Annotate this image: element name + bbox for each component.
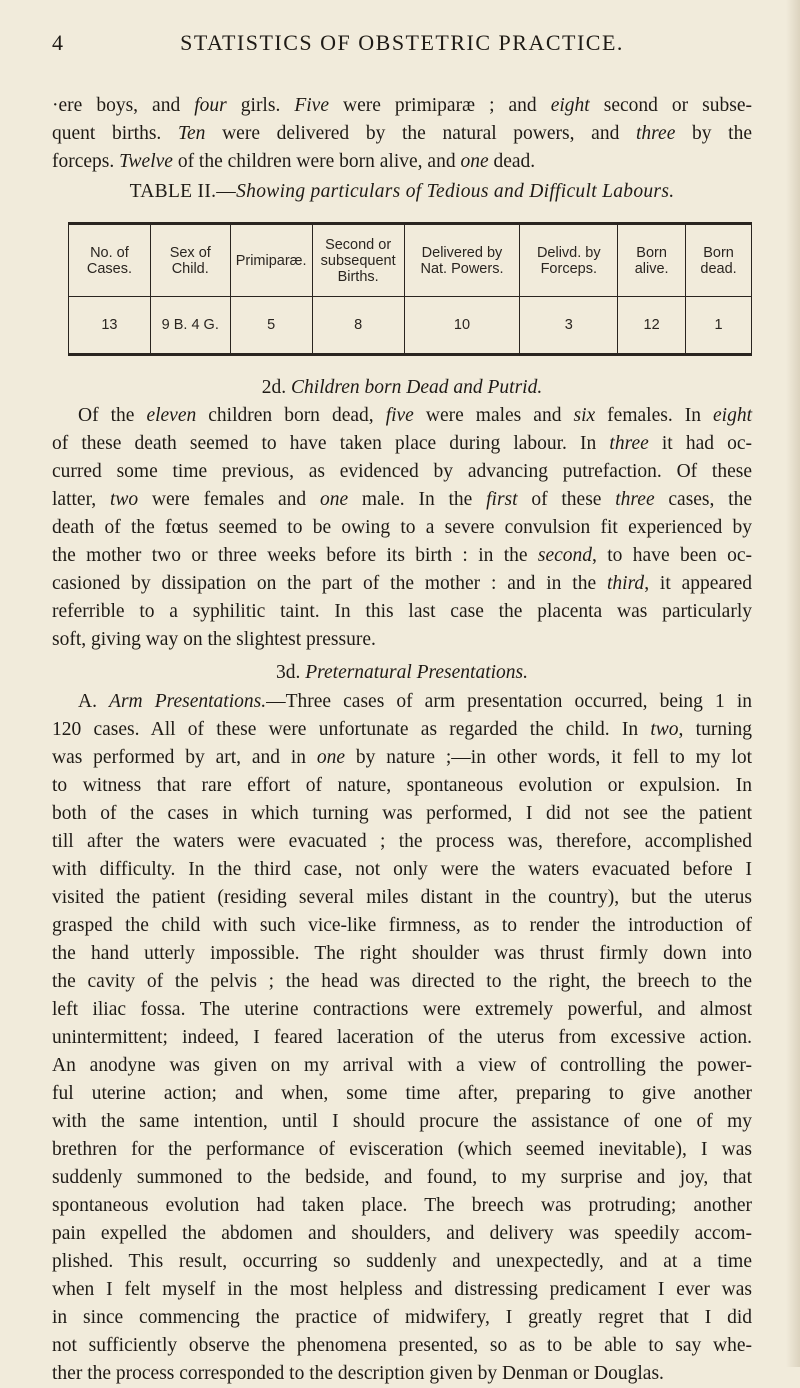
italic-run: one — [316, 747, 346, 768]
section-3-heading — [52, 659, 752, 687]
intro-line-3 — [52, 148, 752, 176]
s3-line: not sufficiently observe the phenomena presented, so as to be able to say whe- — [52, 1335, 752, 1356]
s3-line: in since commencing the practice of midwifery, I greatly regret that I did — [52, 1307, 752, 1328]
text-run: children born dead, — [196, 405, 386, 426]
text-run: were males and — [413, 405, 574, 426]
text-run: were females and — [138, 489, 320, 510]
s3-line: grasped the child with such vice-like firmness, as to render the introduction of — [52, 915, 752, 936]
text-run: , to have been oc- — [592, 545, 752, 566]
text-run: Of the — [78, 405, 147, 426]
text-run: were delivered by the natural powers, and — [205, 123, 636, 144]
s3-line: till after the waters were evacuated ; the process was, therefore, accomplished — [52, 831, 752, 852]
text-run: was performed by art, and in — [52, 747, 317, 768]
italic-run: five — [385, 405, 414, 426]
text-run: A. — [78, 691, 110, 712]
text-run: death of the fœtus seemed to be owing to a severe convulsion fit experienced by — [52, 517, 752, 538]
italic-run: two — [109, 489, 139, 510]
s3-line — [52, 716, 752, 744]
section-2-paragraph — [52, 402, 752, 654]
s3-line: ther the process corresponded to the description given by Denman or Douglas. — [52, 1363, 664, 1384]
text-run: soft, giving way on the slightest pressure. — [52, 629, 376, 650]
col-header: No. of Cases. — [69, 224, 151, 297]
section-title: Children born Dead and Putrid. — [286, 377, 543, 398]
page-edge-shadow — [786, 0, 800, 1367]
section-title: Preternatural Presentations. — [300, 662, 529, 683]
section-number: 2d. — [261, 377, 287, 398]
italic-run: four — [194, 95, 227, 116]
text-run: , turning — [678, 719, 752, 740]
intro-line-1 — [52, 92, 752, 120]
text-run: 120 cases. All of these were unfortunate as regarded the child. In — [52, 719, 651, 740]
col-header: Second or subsequent Births. — [312, 224, 404, 297]
text-run: , it appeared — [644, 573, 752, 594]
s3-line: pain expelled the abdomen and shoulders, and delivery was speedily accom- — [52, 1223, 752, 1244]
italic-run: eight — [713, 405, 752, 426]
s2-line — [52, 542, 752, 570]
s3-line: spontaneous evolution had taken place. The breech was protruding; another — [52, 1195, 752, 1216]
s3-line: visited the patient (residing several miles distant in the country), but the uterus — [52, 887, 752, 908]
s2-line — [52, 430, 752, 458]
s2-line — [52, 402, 752, 430]
s2-line — [52, 626, 752, 654]
table-cell: 8 — [312, 297, 404, 355]
section-2-heading — [52, 374, 752, 402]
text-run: ·ere boys, and — [52, 95, 195, 116]
col-header: Born dead. — [686, 224, 752, 297]
s2-line — [52, 458, 752, 486]
table-cell: 5 — [230, 297, 312, 355]
s3-line: unintermittent; indeed, I feared laceration of the uterus from excessive action. — [52, 1027, 752, 1048]
text-run: were primiparæ ; and — [328, 95, 551, 116]
labours-table — [68, 222, 752, 356]
text-run: girls. — [226, 95, 295, 116]
italic-run: three — [615, 489, 655, 510]
table-row — [69, 297, 752, 355]
italic-run: third — [606, 573, 645, 594]
text-run: male. In the — [348, 489, 487, 510]
s3-line: both of the cases in which turning was performed, I did not see the patient — [52, 803, 752, 824]
s3-line: An anodyne was given on my arrival with a view of controlling the power- — [52, 1055, 752, 1076]
col-header: Born alive. — [618, 224, 686, 297]
text-run: dead. — [488, 151, 536, 172]
s3-line — [52, 688, 752, 716]
page-number: 4 — [52, 30, 65, 55]
s3-line: to witness that rare effort of nature, spontaneous evolution or expulsion. In — [52, 775, 752, 796]
s3-line — [52, 744, 752, 772]
running-title: STATISTICS OF OBSTETRIC PRACTICE. — [180, 30, 624, 55]
text-run: of these — [517, 489, 616, 510]
italic-run: Ten — [177, 123, 206, 144]
italic-run: Five — [294, 95, 329, 116]
italic-run: one — [319, 489, 349, 510]
table-cell: 12 — [618, 297, 686, 355]
table-cell: 3 — [520, 297, 618, 355]
text-run: of these death seemed to have taken place during labour. In — [52, 433, 610, 454]
table-title — [52, 178, 752, 206]
col-header: Sex of Child. — [150, 224, 230, 297]
italic-run: second — [537, 545, 593, 566]
text-run: females. In — [595, 405, 713, 426]
running-header — [52, 30, 752, 60]
section-number: 3d. — [275, 662, 301, 683]
table-title-prefix: TABLE II.— — [129, 181, 237, 202]
text-run: quent births. — [52, 123, 178, 144]
s3-line: the cavity of the pelvis ; the head was directed to the right, the breech to the — [52, 971, 752, 992]
s2-line — [52, 486, 752, 514]
s2-line — [52, 514, 752, 542]
table-cell: 13 — [69, 297, 151, 355]
text-run: latter, — [52, 489, 110, 510]
text-run: casioned by dissipation on the part of the mother : and in the — [52, 573, 607, 594]
italic-run: Twelve — [119, 151, 173, 172]
s3-line: with the same intention, until I should procure the assistance of one of my — [52, 1111, 752, 1132]
italic-run: eleven — [146, 405, 197, 426]
section-3-paragraph — [52, 688, 752, 1388]
text-run: it had oc- — [648, 433, 753, 454]
col-header: Primiparæ. — [230, 224, 312, 297]
s3-line: when I felt myself in the most helpless and distressing predicament I ever was — [52, 1279, 752, 1300]
italic-run: one — [460, 151, 489, 172]
text-run: cases, the — [654, 489, 753, 510]
italic-run: Arm Presentations. — [109, 691, 267, 712]
intro-line-2 — [52, 120, 752, 148]
col-header: Delivered by Nat. Powers. — [404, 224, 520, 297]
text-run: —Three cases of arm presentation occurred, being 1 in — [266, 691, 752, 712]
s3-line: with difficulty. In the third case, not only were the waters evacuated before I — [52, 859, 752, 880]
text-run: referrible to a syphilitic taint. In this last case the placenta was particularly — [52, 601, 752, 622]
text-run: second or subse- — [589, 95, 752, 116]
italic-run: three — [609, 433, 649, 454]
s3-line: plished. This result, occurring so suddenly and unexpectedly, and at a time — [52, 1251, 752, 1272]
s3-line: suddenly summoned to the bedside, and found, to my surprise and joy, that — [52, 1167, 752, 1188]
text-run: curred some time previous, as evidenced by advancing putrefaction. Of these — [52, 461, 752, 482]
italic-run: six — [573, 405, 596, 426]
intro-paragraph — [52, 92, 752, 176]
table-header-row — [69, 224, 752, 297]
table-cell: 10 — [404, 297, 520, 355]
s3-line: the hand utterly impossible. The right shoulder was thrust firmly down into — [52, 943, 752, 964]
italic-run: two — [650, 719, 679, 740]
col-header: Delivd. by Forceps. — [520, 224, 618, 297]
table-cell: 1 — [686, 297, 752, 355]
italic-run: eight — [550, 95, 590, 116]
text-run: forceps. — [52, 151, 120, 172]
italic-run: three — [636, 123, 676, 144]
text-run: the mother two or three weeks before its birth : in the — [52, 545, 538, 566]
text-run: by nature ;—in other words, it fell to my lot — [345, 747, 752, 768]
table-cell: 9 B. 4 G. — [150, 297, 230, 355]
table-title-italic: Showing particulars of Tedious and Difficult Labours. — [236, 181, 675, 202]
italic-run: first — [486, 489, 518, 510]
s3-line: brethren for the performance of evisceration (which seemed inevitable), I was — [52, 1139, 752, 1160]
s2-line — [52, 598, 752, 626]
s3-line: left iliac fossa. The uterine contractions were extremely powerful, and almost — [52, 999, 752, 1020]
s2-line — [52, 570, 752, 598]
text-run: of the children were born alive, and — [172, 151, 461, 172]
text-run: by the — [675, 123, 752, 144]
s3-line: ful uterine action; and when, some time after, preparing to give another — [52, 1083, 752, 1104]
